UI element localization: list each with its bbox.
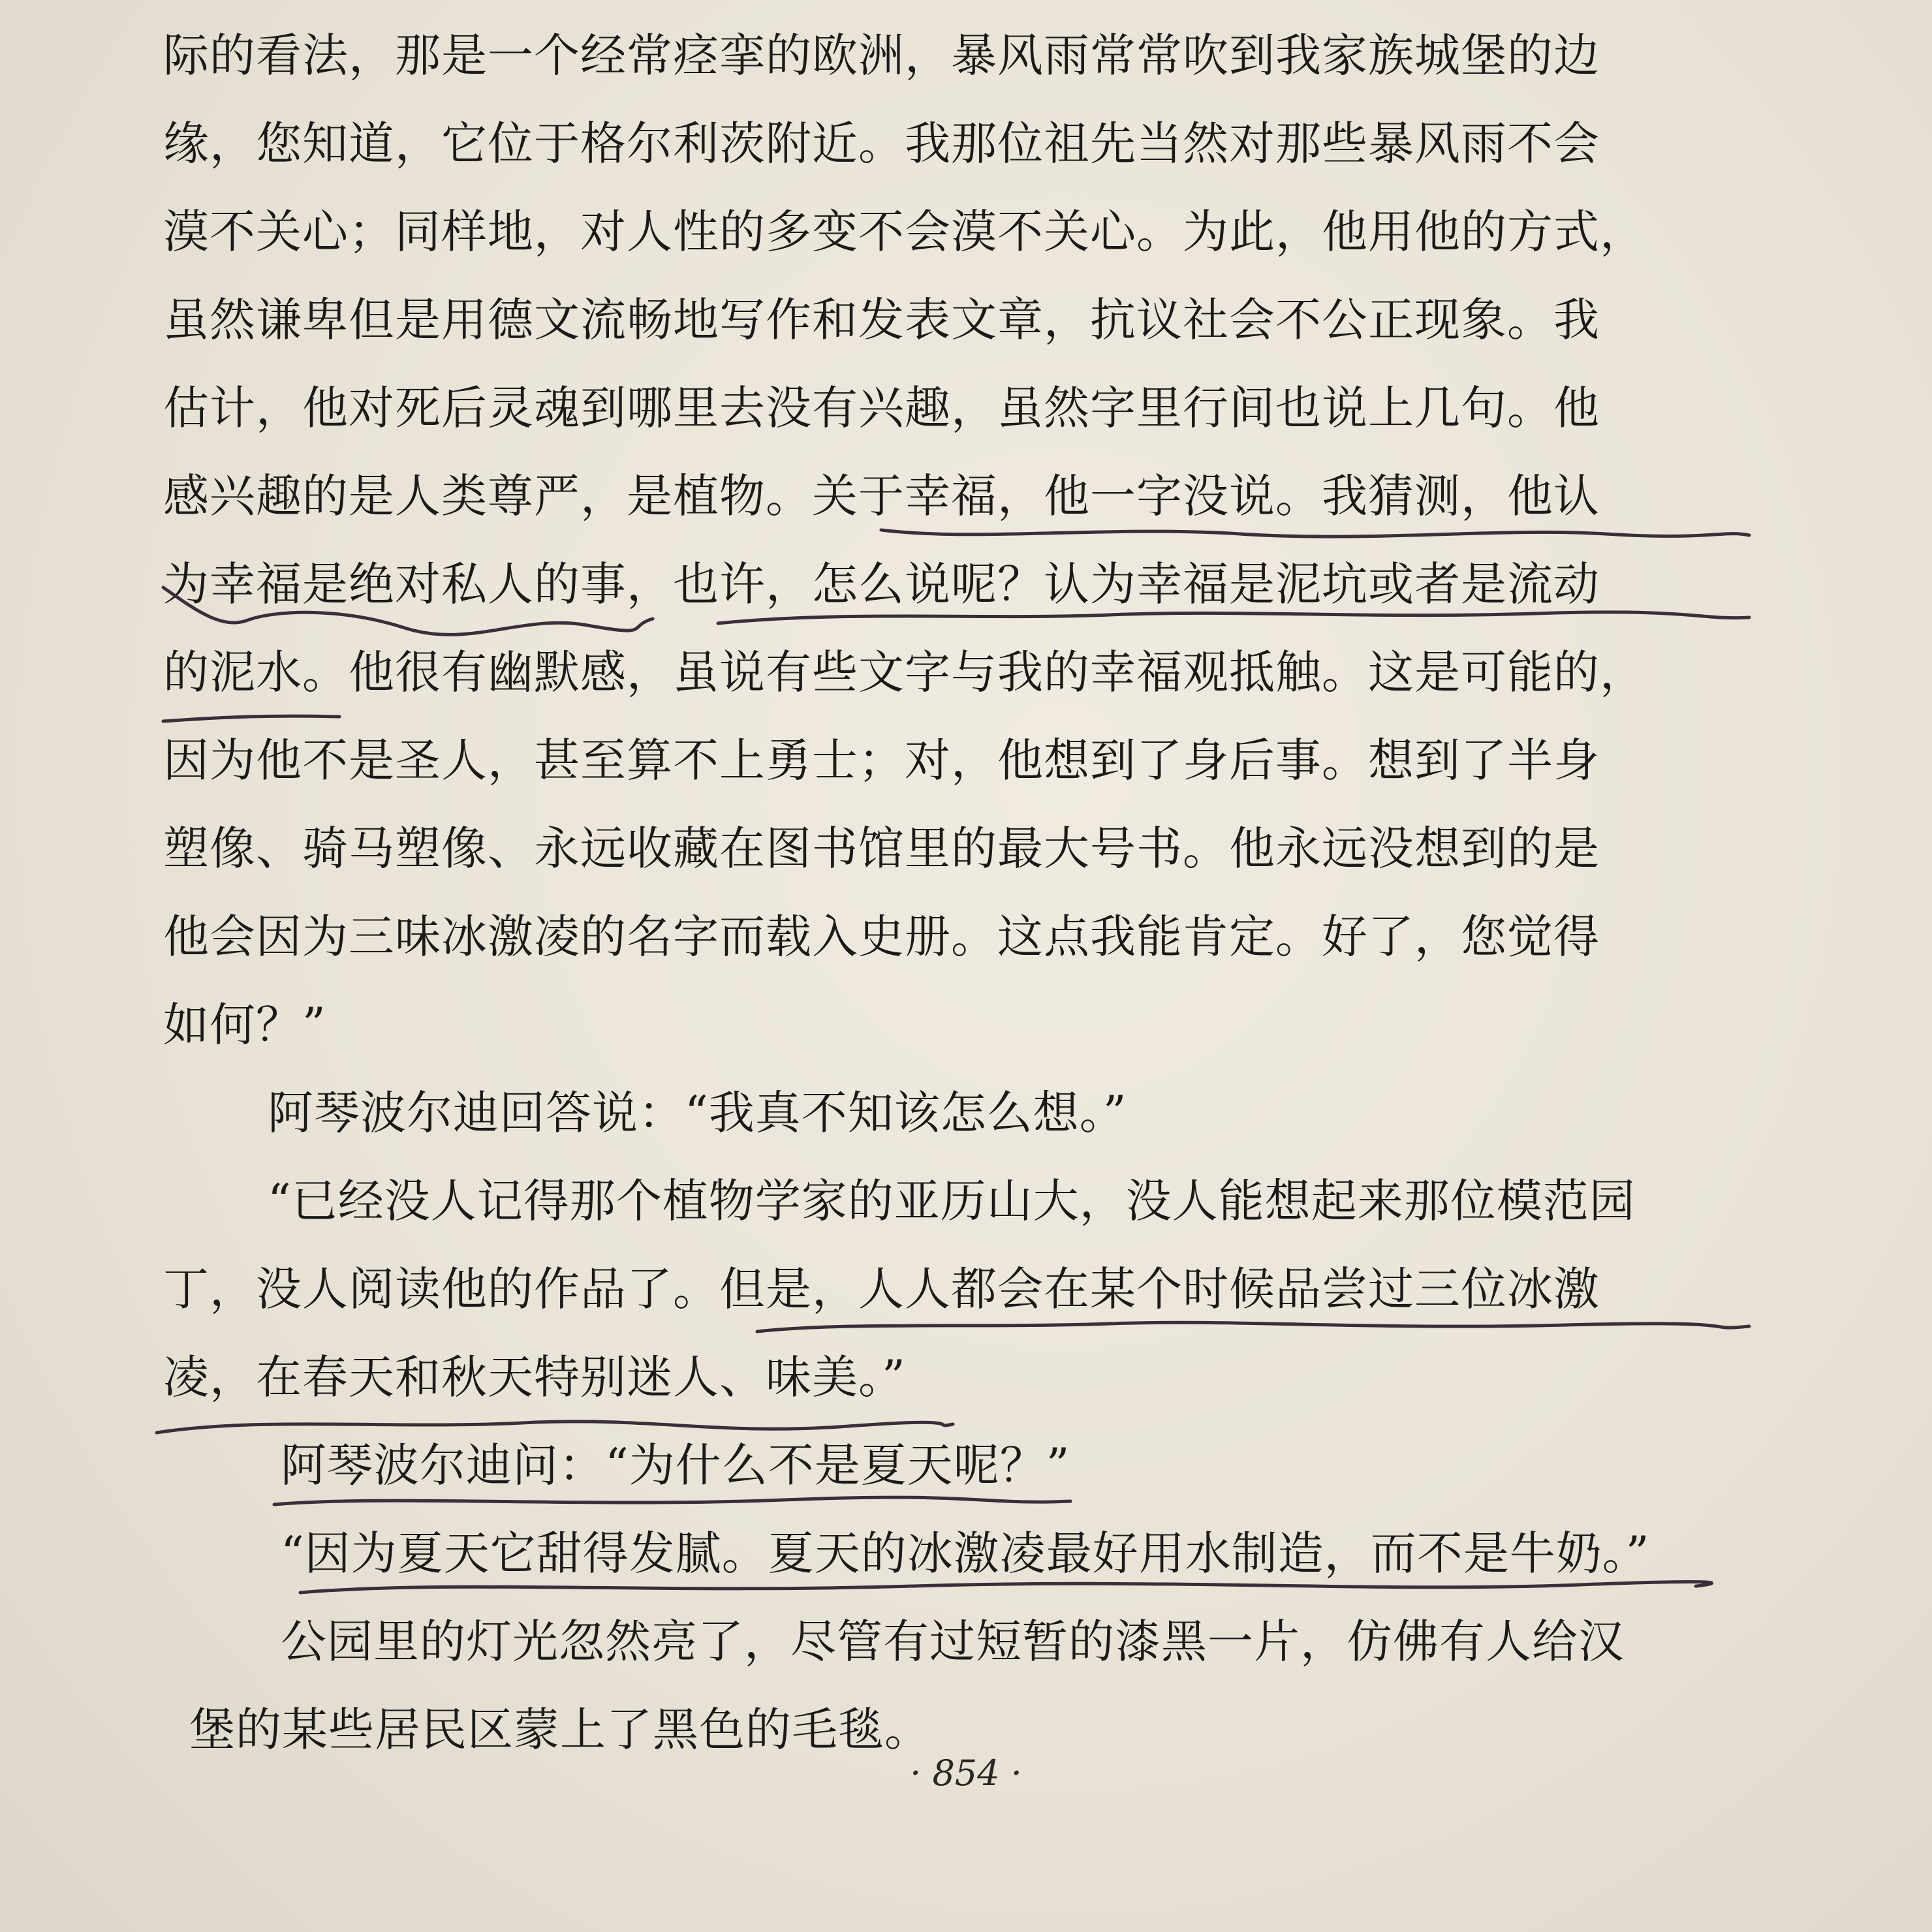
underline-mark [157,1422,953,1433]
text-line-3: 漠不关心；同样地，对人性的多变不会漠不关心。为此，他用他的方式， [163,205,1646,258]
text-line-2: 缘，您知道，它位于格尔利茨附近。我那位祖先当然对那些暴风雨不会 [163,117,1600,170]
text-line-17: 阿琴波尔迪问：“为什么不是夏天呢？” [281,1439,1070,1492]
text-line-8: 的泥水。他很有幽默感，虽说有些文字与我的幸福观抵触。这是可能的， [163,646,1646,699]
text-line-1: 际的看法，那是一个经常痉挛的欧洲，暴风雨常常吹到我家族城堡的边 [163,29,1600,82]
text-line-16: 凌，在春天和秋天特别迷人、味美。” [163,1350,906,1404]
underline-mark [757,1322,1749,1332]
text-line-13: 阿琴波尔迪回答说：“我真不知该怎么想。” [268,1086,1127,1140]
text-line-12: 如何？” [163,998,326,1052]
text-line-6: 感兴趣的是人类尊严，是植物。关于幸福，他一字没说。我猜测，他认 [163,469,1600,523]
text-line-14: “已经没人记得那个植物学家的亚历山大，没人能想起来那位模范园 [268,1174,1636,1228]
text-line-20: 堡的某些居民区蒙上了黑色的毛毯。 [189,1703,931,1756]
text-line-15: 丁，没人阅读他的作品了。但是，人人都会在某个时候品尝过三位冰激 [163,1262,1600,1316]
text-line-11: 他会因为三味冰激凌的名字而载入史册。这点我能肯定。好了，您觉得 [163,910,1600,963]
text-line-5: 估计，他对死后灵魂到哪里去没有兴趣，虽然字里行间也说上几句。他 [163,381,1600,435]
text-line-10: 塑像、骑马塑像、永远收藏在图书馆里的最大号书。他永远没想到的是 [163,822,1600,875]
underline-mark [718,612,1749,623]
underline-mark [274,1497,1070,1504]
text-line-4: 虽然谦卑但是用德文流畅地写作和发表文章，抗议社会不公正现象。我 [163,293,1600,347]
underline-mark [163,716,339,721]
underline-mark [300,1581,1712,1593]
text-line-19: 公园里的灯光忽然亮了，尽管有过短暂的漆黑一片，仿佛有人给汉 [281,1615,1625,1668]
text-line-9: 因为他不是圣人，甚至算不上勇士；对，他想到了身后事。想到了半身 [163,734,1600,787]
underline-mark [881,530,1749,537]
page-number: · 854 · [910,1753,1022,1794]
text-line-18: “因为夏天它甜得发腻。夏天的冰激凌最好用水制造，而不是牛奶。” [281,1527,1650,1580]
text-line-7: 为幸福是绝对私人的事，也许，怎么说呢？认为幸福是泥坑或者是流动 [163,557,1600,611]
